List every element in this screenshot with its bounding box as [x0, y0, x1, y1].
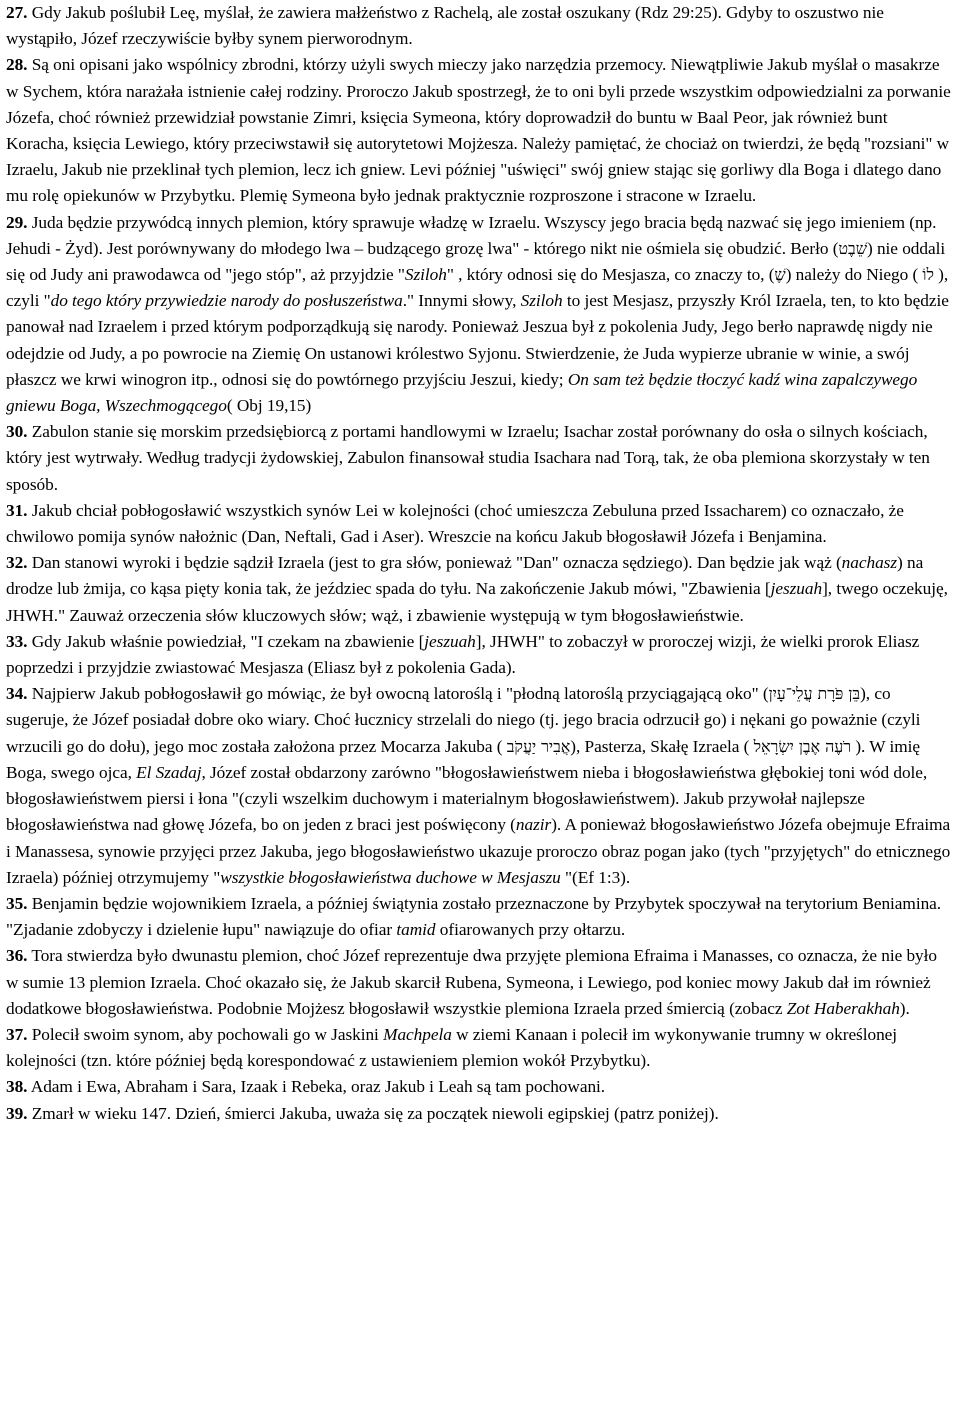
paragraph-text: Jakub chciał pobłogosławić wszystkich synów Lei w kolejności (choć umieszcza Zebuluna przed Issacharem) co oznaczało, że chwilowo pomija synów nałożnic (Dan, Neftali, Gad i Aser). Wreszcie na końcu Jakub błogosławił Józefa i Benjamina. — [6, 500, 904, 547]
paragraph-number: 39. — [6, 1103, 28, 1123]
paragraph-text: Gdy Jakub poślubił Leę, myślał, że zawiera małżeństwo z Rachelą, ale został oszukany (Rdz 29:25). Gdyby to oszustwo nie wystąpiło, Józef rzeczywiście byłby synem pierworodnym. — [6, 3, 884, 49]
paragraph-text: Polecił swoim synom, aby pochowali go w Jaskini — [27, 1024, 384, 1044]
numbered-paragraph — [6, 52, 952, 209]
italic-text: Zot Haberakhah — [786, 998, 900, 1018]
numbered-paragraph — [6, 210, 952, 420]
paragraph-text: " , który odnosi się do Mesjasza, co znaczy to, ( — [446, 265, 775, 285]
paragraph-text: ], twego oczekuję, JHWH." Zauważ orzeczenia słów kluczowych słów; wąż, i zbawienie występują w tym błogosławieństwie. — [6, 579, 948, 625]
numbered-paragraph — [6, 1022, 952, 1074]
paragraph-number: 32. — [6, 553, 28, 573]
hebrew-text: אֲבִיר יַעֲקֹב — [506, 736, 571, 756]
paragraph-number: 29. — [6, 212, 28, 232]
paragraph-text: ). W imię Boga, swego ojca, — [6, 736, 920, 782]
numbered-paragraph — [6, 1101, 952, 1127]
paragraph-number: 30. — [6, 422, 28, 442]
numbered-paragraph — [6, 419, 952, 498]
numbered-paragraph — [6, 629, 952, 681]
paragraph-text: Tora stwierdza było dwunastu plemion, choć Józef reprezentuje dwa przyjęte plemiona Efraima i Manasses, co oznacza, że nie było w sumie 13 plemion Izraela. Choć okazało się, że Jakub skarcił Rubena, Symeona, i Lewiego, pod koniec mowy Jakub dał im również dodatkowe błogosławieństwa. Podobnie Mojżesz błogosławił wszystkie plemiona Izraela przed śmiercią (zobacz — [6, 946, 937, 1018]
hebrew-text: שֵׁבֶט — [838, 238, 867, 258]
paragraph-text: ) należy do Niego ( — [785, 265, 923, 285]
paragraph-text: ) na drodze lub żmija, co kąsa pięty konia tak, że jeździec spada do tyłu. Na zakończenie Jakub mówi, "Zbawienia [ — [6, 553, 924, 599]
hebrew-text: בֵּן פֹּרָת עֲלֵי־עָיִן — [768, 684, 861, 704]
paragraph-number: 33. — [6, 631, 28, 651]
paragraph-text: Benjamin będzie wojownikiem Izraela, a później świątynia zostało przeznaczone by Przybytek spoczywał na terytorium Beniamina. "Zjadanie zdobyczy i dzielenie łupu" nawiązuje do ofiar — [6, 893, 942, 940]
numbered-paragraph — [6, 681, 952, 891]
paragraph-text: Juda będzie przywódcą innych plemion, który sprawuje władzę w Izraelu. Wszyscy jego bracia będą nazwać się jego imieniem (np. Jehudi - Żyd). Jest porównywany do młodego lwa – budzącego grozę lwa" - którego nikt nie ośmiela się obudzić. Berło ( — [6, 212, 937, 258]
paragraph-text: Zmarł w wieku 147. Dzień, śmierci Jakuba, uważa się za początek niewoli egipskiej (patrz poniżej). — [27, 1103, 719, 1123]
paragraph-number: 37. — [6, 1024, 28, 1044]
paragraph-text: to jest Mesjasz, przyszły Król Izraela, ten, to kto będzie panował nad Izraelem i przed którym podporządkują się narody. Ponieważ Jeszua był z pokolenia Judy, Jego berło naprawdę nigdy nie odejdzie od Judy, a po powrocie na Ziemię On ustanowi królestwo Syjonu. Stwierdzenie, że Juda wypierze ubranie w winie, a swój płaszcz we krwi winogron itp., odnosi się do powtórnego przyjściu Jeszui, kiedy; — [6, 291, 949, 389]
paragraph-text: ). A ponieważ błogosławieństwo Józefa obejmuje Efraima i Manassesa, synowie przyjęci przez Jakuba, jego błogosławieństwo ukazuje proroczo obraz pogan jako (tych "przyjętych" do etnicznego Izraela) później otrzymujemy " — [6, 815, 951, 887]
paragraph-text: Zabulon stanie się morskim przedsiębiorcą z portami handlowymi w Izraelu; Isachar został porównany do osła o silnych kościach, który jest wytrwały. Według tradycji żydowskiej, Zabulon finansował studia Isachara nad Torą, tak, że oba plemiona skorzystały w ten sposób. — [6, 422, 930, 494]
italic-text: El Szadaj — [136, 762, 202, 782]
paragraph-text: ( Obj 19,15) — [226, 396, 312, 416]
paragraph-text: ), czyli " — [6, 265, 949, 311]
numbered-paragraph — [6, 1074, 952, 1100]
document-body — [6, 0, 952, 1127]
italic-text: Sziloh — [520, 291, 563, 311]
italic-text: On sam też będzie tłoczyć kadź wina zapalczywego gniewu Boga, Wszechmogącego — [6, 369, 918, 416]
paragraph-text: Najpierw Jakub pobłogosławił go mówiąc, że był owocną latoroślą i "płodną latoroślą przyciągającą oko" ( — [27, 684, 769, 704]
paragraph-text: ." Innymi słowy, — [402, 291, 521, 311]
numbered-paragraph — [6, 0, 952, 52]
paragraph-text: Gdy Jakub właśnie powiedział, "I czekam na zbawienie [ — [27, 631, 425, 651]
paragraph-text: Adam i Ewa, Abraham i Sara, Izaak i Rebeka, oraz Jakub i Leah są tam pochowani. — [27, 1077, 606, 1097]
paragraph-number: 27. — [6, 3, 28, 22]
italic-text: nachasz — [841, 553, 898, 573]
italic-text: Machpela — [383, 1024, 452, 1044]
paragraph-text: ], JHWH" to zobaczył w proroczej wizji, że wielki prorok Eliasz poprzedzi i przyjdzie zwiastować Mesjasza (Eliasz był z pokolenia Gada). — [6, 631, 920, 678]
paragraph-text: , Józef został obdarzony zarówno "błogosławieństwem nieba i błogosławieństwa głębokiej toni wód dole, błogosławieństwem piersi i łona "(czyli wszelkim duchowym i materialnym błogosławieństwem). Jakub przywołał najlepsze błogosławieństwa nad głowę Józefa, bo on jeden z braci jest poświęcony ( — [6, 762, 928, 835]
paragraph-text: "(Ef 1:3). — [560, 867, 631, 887]
paragraph-text: Są oni opisani jako wspólnicy zbrodni, którzy użyli swych mieczy jako narzędzia przemocy. Niewątpliwie Jakub myślał o masakrze w Sychem, która narażała istnienie całej rodziny. Proroczo Jakub spostrzegł, że to oni byli przede wszystkim odpowiedzialni za porwanie Józefa, choć również przewidział powstanie Zimri, księcia Symeona, który doprowadził do buntu w Baal Peor, jak również bunt Koracha, księcia Lewiego, który przeciwstawił się autorytetowi Mojżesza. Należy pamiętać, że chociaż on twierdzi, że będą "rozsiani" w Izraelu, Jakub nie przeklinał tych plemion, lecz ich gniew. Levi później "uświęci" swój gniew stając się gorliwy dla Boga i dlatego dano mu rolę opiekunów w Przybytku. Plemię Symeona było jednak praktycznie rozproszone i stracone w Izraelu. — [6, 55, 951, 206]
italic-text: tamid — [396, 920, 436, 940]
numbered-paragraph — [6, 943, 952, 1022]
paragraph-text: ) nie oddali się od Judy ani prawodawca od "jego stóp", aż przyjdzie " — [6, 238, 946, 285]
italic-text: nazir — [515, 815, 552, 835]
italic-text: jeszuah — [770, 579, 823, 599]
paragraph-number: 28. — [6, 55, 28, 75]
numbered-paragraph — [6, 891, 952, 943]
paragraph-number: 38. — [6, 1077, 28, 1097]
paragraph-text: Dan stanowi wyroki i będzie sądził Izraela (jest to gra słów, ponieważ "Dan" oznacza sędziego). Dan będzie jak wąż ( — [27, 553, 842, 573]
italic-text: Sziloh — [404, 265, 447, 285]
italic-text: do tego który przywiedzie narody do posłuszeństwa — [50, 291, 403, 311]
hebrew-text: שֶׁ — [774, 265, 786, 285]
hebrew-text: רֹעֶה אֶבֶן יִשְׂרָאֵל — [753, 736, 852, 756]
paragraph-text: ), Pasterza, Skałę Izraela ( — [570, 736, 754, 756]
paragraph-number: 34. — [6, 684, 28, 704]
italic-text: jeszuah — [424, 631, 476, 651]
paragraph-text: ofiarowanych przy ołtarzu. — [435, 920, 626, 940]
paragraph-text: w ziemi Kanaan i polecił im wykonywanie trumny w określonej kolejności (tzn. które później będą korespondować z ustawieniem plemion wokół Przybytku). — [6, 1024, 898, 1071]
paragraph-text: ), co sugeruje, że Józef posiadał dobre oko wiary. Choć łucznicy strzelali do niego (tj. jego bracia odrzucił go) i nękani go poważnie (czyli wrzucili go do dołu), jego moc została założona przez Mocarza Jakuba ( — [6, 684, 921, 756]
hebrew-text: לוֹ — [922, 265, 934, 285]
numbered-paragraph — [6, 550, 952, 629]
paragraph-number: 31. — [6, 500, 28, 520]
italic-text: wszystkie błogosławieństwa duchowe w Mesjaszu — [220, 867, 561, 887]
paragraph-number: 35. — [6, 893, 28, 913]
paragraph-text: ). — [899, 998, 910, 1018]
numbered-paragraph — [6, 498, 952, 550]
paragraph-number: 36. — [6, 946, 28, 966]
